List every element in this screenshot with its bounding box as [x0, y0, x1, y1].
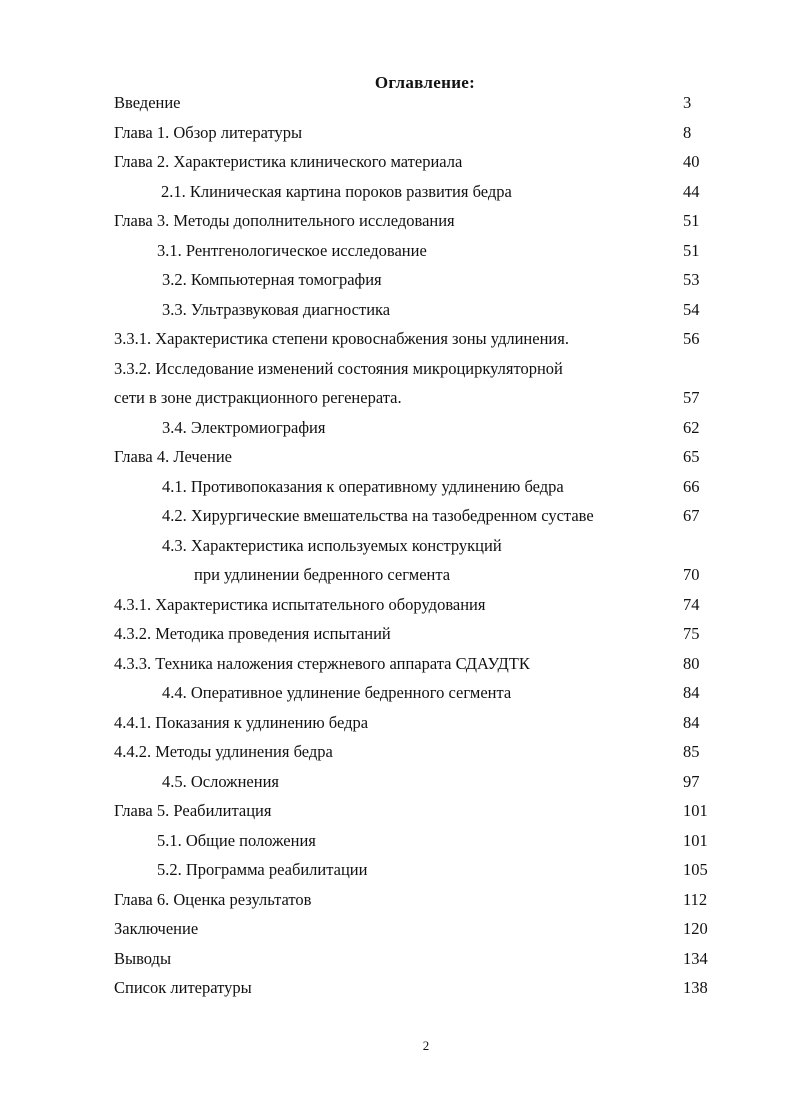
- toc-entry-page: 51: [683, 240, 700, 260]
- toc-entry-label: 4.3.2. Методика проведения испытаний: [114, 624, 391, 643]
- toc-entry-label: 3.1. Рентгенологическое исследование: [157, 240, 427, 260]
- toc-entry-page: 138: [683, 978, 708, 997]
- toc-entry-page: 112: [683, 889, 708, 909]
- toc-entry: [0, 206, 796, 236]
- toc-entry-page: 70: [683, 565, 700, 584]
- toc-entry: [0, 236, 796, 266]
- toc-entry-page: 57: [683, 388, 700, 407]
- toc-entry: [0, 649, 796, 679]
- toc-entry-page: 84: [683, 683, 700, 702]
- toc-entry: [0, 737, 796, 767]
- toc-entry: [0, 826, 796, 856]
- toc-entry-label: при удлинении бедренного сегмента: [194, 565, 451, 584]
- toc-entry-page: 75: [683, 624, 700, 643]
- toc-entry-label: 3.4. Электромиография: [162, 417, 326, 437]
- toc-entry-page: 3: [683, 93, 692, 112]
- toc-entry-label: Заключение: [114, 919, 199, 938]
- toc-entry-label: Глава 3. Методы дополнительного исследования: [114, 211, 455, 230]
- toc-entry: [0, 147, 796, 177]
- toc-entry: [0, 177, 796, 207]
- toc-entry: [0, 678, 796, 708]
- toc-title: Оглавление:: [374, 73, 476, 92]
- toc-entry-label: 4.4.1. Показания к удлинению бедра: [114, 712, 369, 732]
- toc-entry-label: 4.3.1. Характеристика испытательного оборудования: [114, 594, 486, 614]
- toc-entry: [0, 442, 796, 472]
- toc-entry-page: 62: [683, 417, 700, 437]
- toc-entry: [0, 855, 796, 885]
- toc-entry-label: 3.3.1. Характеристика степени кровоснабжения зоны удлинения.: [114, 329, 569, 348]
- toc-entry-page: 84: [683, 712, 700, 732]
- toc-entry-page: 65: [683, 447, 700, 466]
- toc-entry-label: 4.4.2. Методы удлинения бедра: [114, 742, 333, 761]
- toc-entry-page: 105: [683, 860, 708, 879]
- toc-entry-label: 4.3.3. Техника наложения стержневого аппарата СДАУДТК: [114, 653, 530, 673]
- toc-entry-page: 101: [683, 801, 708, 820]
- toc-entry-page: 54: [683, 299, 700, 319]
- toc-entry: [0, 413, 796, 443]
- toc-entry-page: 44: [683, 181, 700, 201]
- table-of-contents: [0, 88, 796, 1003]
- toc-entry: [0, 88, 796, 118]
- toc-entry-page: 120: [683, 919, 708, 938]
- toc-entry: [0, 944, 796, 974]
- toc-entry-label: 4.2. Хирургические вмешательства на тазобедренном суставе: [162, 506, 594, 525]
- toc-entry-label: 3.3.2. Исследование изменений состояния микроциркуляторной: [114, 358, 563, 378]
- toc-entry: [0, 560, 796, 590]
- toc-entry-page: 74: [683, 594, 700, 614]
- toc-entry: [0, 619, 796, 649]
- toc-entry: [0, 767, 796, 797]
- toc-entry: [0, 324, 796, 354]
- toc-entry-label: Глава 4. Лечение: [114, 447, 232, 466]
- toc-entry-label: Глава 2. Характеристика клинического материала: [114, 152, 463, 171]
- toc-entry: [0, 265, 796, 295]
- toc-entry-label: 5.1. Общие положения: [157, 830, 316, 850]
- toc-entry-page: 40: [683, 152, 700, 171]
- toc-entry-page: 56: [683, 329, 700, 348]
- toc-entry: [0, 885, 796, 915]
- toc-entry: [0, 118, 796, 148]
- toc-entry: [0, 501, 796, 531]
- toc-entry: [0, 383, 796, 413]
- toc-entry-label: Выводы: [114, 948, 172, 968]
- toc-entry-page: 66: [683, 476, 700, 496]
- toc-entry-page: 51: [683, 211, 700, 230]
- toc-entry-label: Глава 1. Обзор литературы: [114, 122, 303, 142]
- toc-entry-label: Введение: [114, 93, 181, 112]
- toc-entry: [0, 708, 796, 738]
- toc-entry: [0, 796, 796, 826]
- toc-entry: [0, 531, 796, 561]
- toc-entry: [0, 354, 796, 384]
- toc-entry-page: 67: [683, 506, 700, 525]
- toc-entry-label: 4.1. Противопоказания к оперативному удлинению бедра: [162, 476, 564, 496]
- toc-entry-page: 101: [683, 830, 708, 850]
- toc-entry-page: 97: [683, 771, 700, 791]
- toc-entry-label: 4.4. Оперативное удлинение бедренного сегмента: [162, 683, 512, 702]
- toc-entry-label: сети в зоне дистракционного регенерата.: [114, 388, 402, 407]
- toc-entry-page: 8: [683, 122, 692, 142]
- toc-entry-label: Глава 6. Оценка результатов: [114, 889, 312, 909]
- page-number: 2: [422, 1038, 430, 1053]
- toc-entry-label: 4.5. Осложнения: [162, 771, 279, 791]
- toc-entry-label: Список литературы: [114, 978, 252, 997]
- toc-entry-page: 134: [683, 948, 708, 968]
- toc-entry-label: 3.2. Компьютерная томография: [162, 270, 382, 289]
- toc-entry-page: 80: [683, 653, 700, 673]
- toc-entry-label: 4.3. Характеристика используемых конструкций: [162, 535, 502, 555]
- toc-entry: [0, 973, 796, 1003]
- toc-entry-label: Глава 5. Реабилитация: [114, 801, 272, 820]
- toc-entry-page: 53: [683, 270, 700, 289]
- toc-entry-page: 85: [683, 742, 700, 761]
- toc-entry-label: 5.2. Программа реабилитации: [157, 860, 368, 879]
- toc-entry-label: 2.1. Клиническая картина пороков развития бедра: [161, 181, 512, 201]
- toc-entry: [0, 295, 796, 325]
- toc-entry: [0, 472, 796, 502]
- toc-entry: [0, 914, 796, 944]
- toc-entry: [0, 590, 796, 620]
- toc-entry-label: 3.3. Ультразвуковая диагностика: [162, 299, 391, 319]
